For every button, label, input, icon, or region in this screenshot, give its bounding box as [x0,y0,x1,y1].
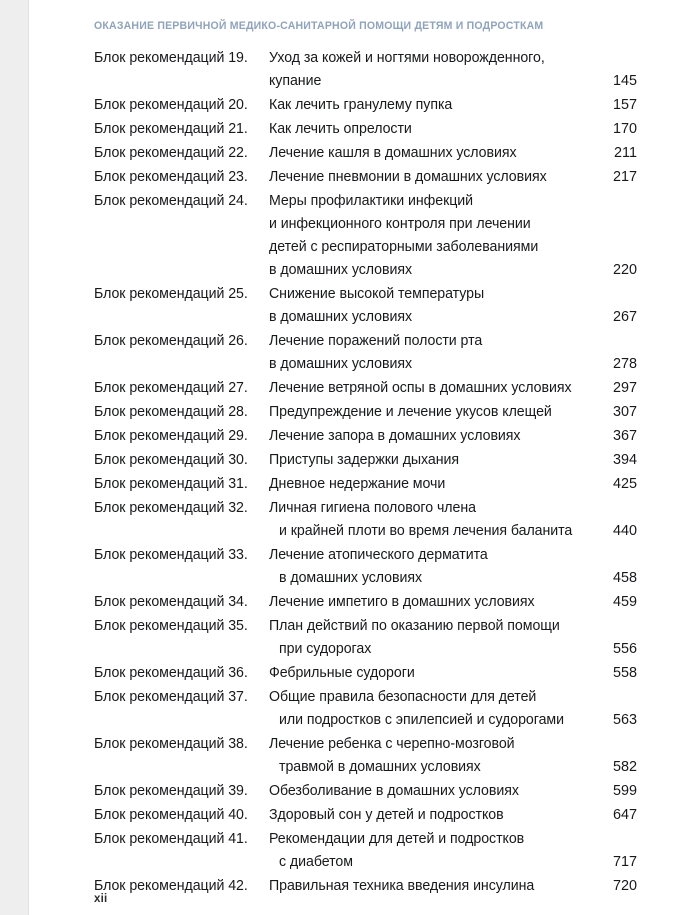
toc-entry[interactable] [29,449,700,472]
toc-entry[interactable] [29,497,700,543]
toc-entry-title: Приступы задержки дыхания [269,452,460,468]
toc-entry-title-continuation: в домашних условиях [269,356,413,372]
toc-entry[interactable] [29,733,700,779]
toc-entry-page-number: 425 [612,476,637,492]
toc-entry-title: Как лечить гранулему пупка [269,97,453,113]
toc-entry-line [29,828,700,851]
toc-entry[interactable] [29,875,700,898]
toc-entry-label: Блок рекомендаций 20. [94,97,248,113]
toc-entry-label: Блок рекомендаций 33. [94,547,248,563]
toc-entry-line [29,425,700,448]
toc-entry-title: Лечение ветряной оспы в домашних условиях [269,380,572,396]
toc-entry-label: Блок рекомендаций 36. [94,665,248,681]
toc-entry-title: Обезболивание в домашних условиях [269,783,519,799]
toc-entry[interactable] [29,142,700,165]
toc-entry-line [29,213,700,236]
toc-entry[interactable] [29,686,700,732]
toc-entry-line [29,70,700,93]
toc-entry-page-number: 170 [612,121,637,137]
toc-entry[interactable] [29,166,700,189]
toc-entry-label: Блок рекомендаций 29. [94,428,248,444]
toc-entry-page-number: 297 [612,380,637,396]
toc-entry-title: Здоровый сон у детей и подростков [269,807,504,823]
toc-entry-label: Блок рекомендаций 30. [94,452,248,468]
toc-entry-title-continuation: детей с респираторными заболеваниями [269,239,539,255]
toc-entry-title: Правильная техника введения инсулина [269,878,535,894]
toc-entry-label: Блок рекомендаций 19. [94,50,248,66]
toc-entry-page-number: 458 [612,570,637,586]
toc-entry-page-number: 145 [612,73,637,89]
toc-entry-title: Лечение пневмонии в домашних условиях [269,169,547,185]
toc-entry-page-number: 599 [612,783,637,799]
document-page [29,0,700,915]
toc-entry-line [29,686,700,709]
toc-entry[interactable] [29,94,700,117]
toc-entry-page-number: 211 [614,145,637,161]
toc-entry-label: Блок рекомендаций 32. [94,500,248,516]
toc-entry-title: Предупреждение и лечение укусов клещей [269,404,552,420]
toc-entry-line [29,118,700,141]
toc-entry-line [29,401,700,424]
toc-entry-line [29,733,700,756]
toc-entry-label: Блок рекомендаций 35. [94,618,248,634]
toc-entry-label: Блок рекомендаций 21. [94,121,248,137]
toc-entry-line [29,473,700,496]
toc-entry-title: План действий по оказанию первой помощи [269,618,560,634]
toc-entry-line [29,709,700,732]
toc-entry[interactable] [29,804,700,827]
toc-entry[interactable] [29,190,700,282]
toc-entry-title: Общие правила безопасности для детей [269,689,537,705]
toc-entry-label: Блок рекомендаций 42. [94,878,248,894]
toc-entry-label: Блок рекомендаций 41. [94,831,248,847]
toc-entry-page-number: 217 [612,169,637,185]
toc-entry-page-number: 582 [612,759,637,775]
toc-entry-label: Блок рекомендаций 38. [94,736,248,752]
toc-entry-line [29,330,700,353]
toc-entry-label: Блок рекомендаций 23. [94,169,248,185]
toc-entry-title-continuation: в домашних условиях [279,570,423,586]
toc-entry-line [29,638,700,661]
toc-entry-title: Лечение кашля в домашних условиях [269,145,517,161]
toc-entry-page-number: 394 [612,452,637,468]
running-head: ОКАЗАНИЕ ПЕРВИЧНОЙ МЕДИКО-САНИТАРНОЙ ПОМОЩИ ДЕТЯМ И ПОДРОСТКАМ [94,20,544,32]
toc-entry-line [29,449,700,472]
toc-entry[interactable] [29,473,700,496]
toc-entry-line [29,306,700,329]
toc-entry[interactable] [29,544,700,590]
toc-entry-line [29,875,700,898]
viewer-gutter [0,0,29,915]
toc-entry-page-number: 278 [612,356,637,372]
toc-entry-page-number: 440 [612,523,637,539]
toc-entry[interactable] [29,780,700,803]
toc-entry-title-continuation: в домашних условиях [269,262,413,278]
toc-entry-line [29,780,700,803]
toc-entry-label: Блок рекомендаций 28. [94,404,248,420]
toc-entry-title: Лечение импетиго в домашних условиях [269,594,535,610]
toc-entry-title: Лечение поражений полости рта [269,333,483,349]
toc-entry-line [29,497,700,520]
toc-entry-label: Блок рекомендаций 31. [94,476,248,492]
toc-entry-line [29,377,700,400]
toc-entry-label: Блок рекомендаций 26. [94,333,248,349]
toc-entry-title-continuation: или подростков с эпилепсией и судорогами [279,712,564,728]
toc-entry-title: Снижение высокой температуры [269,286,485,302]
toc-entry-line [29,283,700,306]
toc-entry-line [29,662,700,685]
toc-entry-title: Рекомендации для детей и подростков [269,831,525,847]
toc-entry-label: Блок рекомендаций 34. [94,594,248,610]
toc-entry-title-continuation: в домашних условиях [269,309,413,325]
toc-entry-title-continuation: травмой в домашних условиях [279,759,481,775]
toc-entry-line [29,520,700,543]
toc-entry[interactable] [29,828,700,874]
toc-entry-label: Блок рекомендаций 22. [94,145,248,161]
toc-entry-label: Блок рекомендаций 24. [94,193,248,209]
toc-entry-title-continuation: с диабетом [279,854,353,870]
toc-entry-line [29,236,700,259]
toc-entry[interactable] [29,591,700,614]
toc-entry-title-continuation: купание [269,73,322,89]
toc-entry-line [29,166,700,189]
toc-entry-title: Дневное недержание мочи [269,476,446,492]
toc-entry-page-number: 717 [612,854,637,870]
toc-entry-line [29,544,700,567]
page-folio-number: xii [94,893,108,905]
toc-entry[interactable] [29,118,700,141]
toc-entry-label: Блок рекомендаций 39. [94,783,248,799]
toc-entry-line [29,591,700,614]
toc-entry-label: Блок рекомендаций 27. [94,380,248,396]
toc-entry-page-number: 558 [612,665,637,681]
toc-entry-page-number: 367 [612,428,637,444]
toc-entry[interactable] [29,47,700,93]
toc-entry-line [29,756,700,779]
toc-entry-line [29,94,700,117]
toc-entry[interactable] [29,615,700,661]
toc-entry-line [29,804,700,827]
toc-entry-title: Лечение атопического дерматита [269,547,488,563]
toc-entry[interactable] [29,425,700,448]
toc-entry-line [29,615,700,638]
toc-entry-title: Уход за кожей и ногтями новорожденного, [269,50,545,66]
toc-entry-page-number: 720 [612,878,637,894]
toc-entry-page-number: 563 [612,712,637,728]
toc-entry-label: Блок рекомендаций 40. [94,807,248,823]
toc-entry-line [29,259,700,282]
toc-entry[interactable] [29,401,700,424]
toc-entry-page-number: 307 [612,404,637,420]
toc-entry[interactable] [29,377,700,400]
toc-entry-line [29,47,700,70]
toc-entry-line [29,567,700,590]
table-of-contents-list [29,47,700,899]
toc-entry-label: Блок рекомендаций 37. [94,689,248,705]
toc-entry-page-number: 556 [612,641,637,657]
toc-entry-page-number: 459 [612,594,637,610]
toc-entry-page-number: 220 [612,262,637,278]
toc-entry-page-number: 647 [612,807,637,823]
toc-entry-title-continuation: при судорогах [279,641,372,657]
toc-entry-line [29,851,700,874]
toc-entry[interactable] [29,662,700,685]
toc-entry-title: Как лечить опрелости [269,121,412,137]
toc-entry-title: Лечение ребенка с черепно-мозговой [269,736,515,752]
toc-entry-line [29,142,700,165]
toc-entry-label: Блок рекомендаций 25. [94,286,248,302]
toc-entry-title: Фебрильные судороги [269,665,415,681]
toc-entry-title-continuation: и крайней плоти во время лечения баланита [279,523,573,539]
toc-entry[interactable] [29,330,700,376]
toc-entry-title: Меры профилактики инфекций [269,193,474,209]
toc-entry-line [29,353,700,376]
toc-entry-title: Лечение запора в домашних условиях [269,428,521,444]
toc-entry-title-continuation: и инфекционного контроля при лечении [269,216,531,232]
toc-entry-page-number: 267 [612,309,637,325]
toc-entry-title: Личная гигиена полового члена [269,500,476,516]
toc-entry-page-number: 157 [612,97,637,113]
toc-entry[interactable] [29,283,700,329]
toc-entry-line [29,190,700,213]
